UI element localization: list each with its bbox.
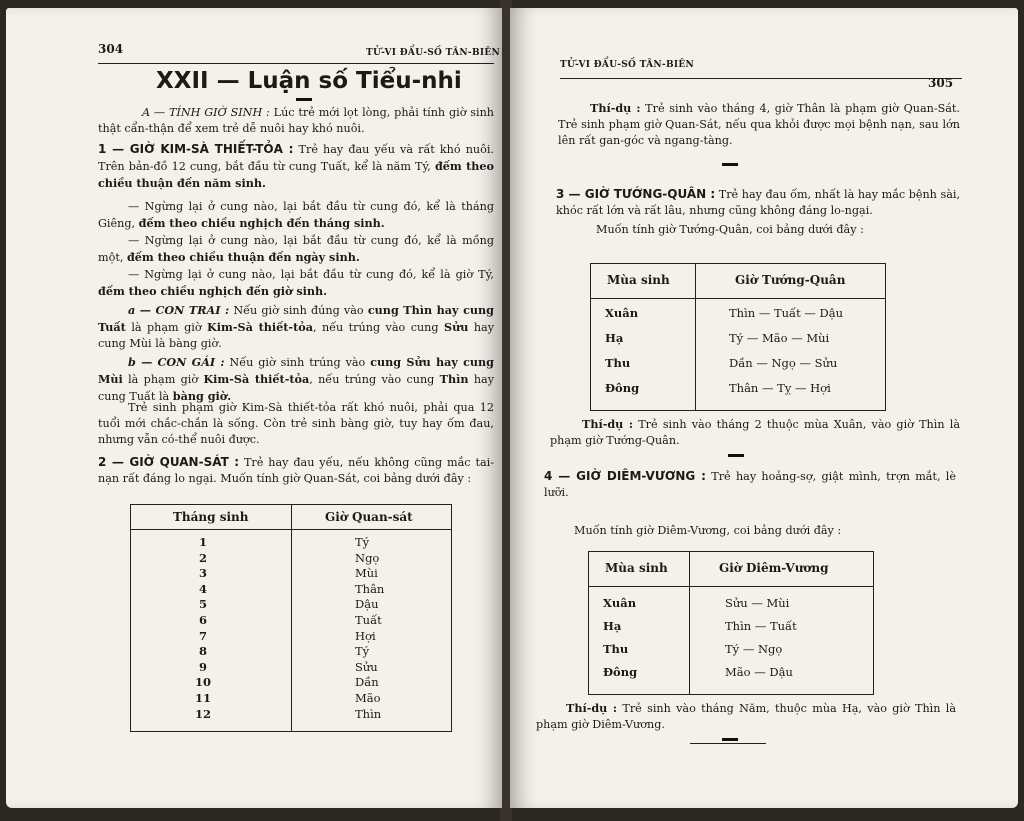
- table-cell-hour: Thân: [355, 581, 385, 596]
- table-cell-season: Xuân: [603, 596, 637, 610]
- table-cell-month: 9: [198, 659, 207, 674]
- section-3-paragraph: [556, 186, 960, 219]
- boy-text-2: là phạm giờ: [131, 321, 202, 334]
- paragraph-month-text: — Ngừng lại ở cung nào, lại bắt đầu từ cung đó, kể là tháng Giêng,: [98, 200, 494, 230]
- section-3-heading: 3 — GIỜ TƯỚNG-QUÂN :: [556, 187, 716, 201]
- table-cell-season: Đông: [605, 381, 640, 395]
- table-divider: [291, 505, 292, 731]
- girl-text-3: , nếu trúng vào cung: [309, 373, 435, 386]
- table-cell-season: Đông: [603, 665, 638, 679]
- table-cell-hour: Mão: [355, 691, 381, 705]
- paragraph-month-bold: đếm theo chiều nghịch đến tháng sinh.: [138, 216, 385, 230]
- section-2-heading: 2 — GIỜ QUAN-SÁT :: [98, 455, 240, 469]
- table-divider: [689, 552, 690, 694]
- paragraph-day: [98, 233, 494, 266]
- col-hour-header: Giờ Diêm-Vương: [719, 561, 829, 575]
- table-cell-month: 12: [194, 706, 211, 721]
- girl-bold-2: Kim-Sà thiết-tỏa: [203, 372, 310, 386]
- page-number: 305: [928, 76, 954, 90]
- table-cell-hour: Sửu: [355, 659, 378, 674]
- paragraph-girl: [98, 354, 494, 405]
- table-cell-hours: Tý — Ngọ: [725, 642, 783, 656]
- section-mark: [722, 738, 738, 741]
- table-cell-season: Xuân: [605, 306, 639, 320]
- table-cell-hour: Dần: [355, 675, 379, 690]
- table-cell-month: 2: [198, 550, 207, 565]
- table-cell-hour: Thìn: [355, 706, 382, 721]
- example-4-label: Thí-dụ :: [566, 701, 618, 715]
- col-month-header: Tháng sinh: [173, 510, 249, 524]
- paragraph-survival: Trẻ sinh phạm giờ Kim-Sà thiết-tỏa rất khó nuôi, phải qua 12 tuổi mới chắc-chắn là sống. Còn trẻ sinh bàng giờ, tuy hay ốm đau, nhưng vẫn có-thể nuôi được.: [98, 401, 494, 446]
- table-cell-hours: Thìn — Tuất: [725, 619, 797, 633]
- table-header-rule: [131, 529, 451, 530]
- boy-text-4: hay cung Mùi là bàng giờ.: [98, 321, 495, 350]
- table-cell-month: 3: [198, 566, 207, 581]
- section-a-heading: A — TÍNH GIỜ SINH :: [142, 106, 270, 119]
- table-cell-season: Thu: [605, 356, 631, 370]
- table-cell-month: 4: [198, 581, 207, 596]
- title-mark: [296, 98, 312, 101]
- table-cell-hour: Tý: [355, 644, 370, 659]
- girl-text-2: là phạm giờ: [128, 373, 199, 386]
- paragraph-hour: [98, 267, 494, 300]
- running-header: TỬ-VI ĐẨU-SỐ TÂN-BIÊN: [366, 48, 501, 58]
- example-1: [558, 100, 960, 149]
- table-cell-season: Hạ: [603, 619, 622, 633]
- table-header-rule: [589, 586, 873, 587]
- tuong-quan-table: [590, 263, 886, 411]
- section-1-paragraph: [98, 141, 494, 192]
- left-page: [6, 8, 502, 808]
- table-cell-month: 10: [194, 675, 211, 690]
- section-4-heading: 4 — GIỜ DIÊM-VƯƠNG :: [544, 469, 706, 483]
- table-cell-month: 11: [194, 691, 211, 705]
- diem-vuong-table: [588, 551, 874, 695]
- table-cell-hour: Hợi: [355, 628, 376, 643]
- section-mark: [728, 454, 744, 457]
- girl-bold-1: cung Sửu hay cung Mùi: [98, 355, 495, 386]
- table-cell-hours: Thìn — Tuất — Dậu: [729, 306, 844, 320]
- page-number: 304: [98, 42, 124, 56]
- boy-bold-2: Kim-Sà thiết-tỏa: [207, 320, 313, 334]
- section-mark: [722, 163, 738, 166]
- boy-bold-3: Sửu: [444, 320, 469, 334]
- table-cell-hours: Dần — Ngọ — Sửu: [729, 356, 838, 370]
- boy-text-1: Nếu giờ sinh đúng vào: [233, 304, 364, 317]
- table-cell-season: Thu: [603, 642, 629, 656]
- example-4: [536, 700, 956, 733]
- running-header: TỬ-VI ĐẨU-SỐ TÂN-BIÊN: [560, 60, 695, 70]
- table-cell-month: 8: [198, 644, 207, 659]
- table-header-rule: [591, 298, 885, 299]
- girl-bold-3: Thìn: [439, 372, 469, 386]
- section-1-text: Trẻ hay đau yếu và rất khó nuôi. Trên bản-đồ 12 cung, bắt đầu từ cung Tuất, kể là năm Tý,: [98, 143, 495, 173]
- section-4-text: Trẻ hay hoảng-sợ, giật mình, trợn mắt, lè lưỡi.: [544, 470, 957, 499]
- table-cell-hours: Mão — Dậu: [725, 665, 793, 679]
- section-4-intro: Muốn tính giờ Diêm-Vương, coi bảng dưới đây :: [574, 524, 842, 537]
- paragraph-month: [98, 199, 494, 232]
- girl-label: b — CON GÁI :: [128, 355, 225, 369]
- col-hour-header: Giờ Tướng-Quân: [735, 273, 846, 287]
- section-1-bold: đếm theo chiều thuận đến năm sinh.: [98, 159, 495, 190]
- table-cell-hours: Sửu — Mùi: [725, 596, 790, 610]
- header-rule: [560, 78, 962, 79]
- girl-bold-4: bàng giờ.: [172, 389, 232, 403]
- boy-bold-1: cung Thìn hay cung Tuất: [98, 303, 494, 334]
- paragraph-hour-bold: đếm theo chiều nghịch đến giờ sinh.: [98, 284, 328, 298]
- example-1-text: Trẻ sinh vào tháng 4, giờ Thân là phạm giờ Quan-Sát. Trẻ sinh phạm giờ Quan-Sát, nếu qua khỏi được mọi bệnh nạn, sau lớn lên rất gan-góc và ngang-tàng.: [558, 102, 960, 147]
- header-rule: [98, 63, 494, 64]
- table-divider: [695, 264, 696, 410]
- table-cell-hours: Thân — Tỵ — Hợi: [729, 381, 831, 395]
- example-4-text: Trẻ sinh vào tháng Năm, thuộc mùa Hạ, vào giờ Thìn là phạm giờ Diêm-Vương.: [536, 702, 956, 731]
- paragraph-boy: [98, 302, 494, 352]
- table-cell-hour: Ngọ: [355, 550, 380, 565]
- table-cell-month: 1: [198, 535, 207, 549]
- paragraph-day-text: — Ngừng lại ở cung nào, lại bắt đầu từ cung đó, kể là mồng một,: [98, 234, 494, 264]
- chapter-title: XXII — Luận số Tiểu-nhi: [156, 68, 462, 94]
- section-2-paragraph: [98, 454, 494, 487]
- table-cell-season: Hạ: [605, 331, 624, 345]
- table-cell-month: 7: [198, 628, 207, 643]
- example-3: [550, 416, 960, 449]
- section-a-paragraph: [98, 105, 494, 137]
- section-2-text: Trẻ hay đau yếu, nếu không cũng mắc tai-nạn rất đáng lo ngại. Muốn tính giờ Quan-Sát, coi bảng dưới đây :: [98, 456, 494, 485]
- example-3-label: Thí-dụ :: [582, 417, 633, 431]
- table-cell-month: 5: [198, 597, 207, 612]
- paragraph-hour-text: — Ngừng lại ở cung nào, lại bắt đầu từ cung đó, kể là giờ Tý,: [128, 268, 494, 281]
- right-page: [510, 8, 1018, 808]
- boy-label: a — CON TRAI :: [128, 303, 230, 317]
- example-1-label: Thí-dụ :: [590, 101, 641, 115]
- col-season-header: Mùa sinh: [607, 273, 670, 287]
- table-cell-hour: Tuất: [355, 613, 382, 627]
- table-cell-hour: Mùi: [355, 566, 378, 581]
- table-cell-hour: Tý: [355, 535, 370, 549]
- section-4-paragraph: [544, 468, 956, 501]
- girl-text-1: Nếu giờ sinh trúng vào: [229, 356, 366, 369]
- paragraph-day-bold: đếm theo chiều thuận đến ngày sinh.: [126, 250, 360, 264]
- quan-sat-table: [130, 504, 452, 732]
- table-cell-month: 6: [198, 613, 207, 627]
- section-3-text: Trẻ hay đau ốm, nhất là hay mắc bệnh sài, khóc rất lớn và rất lâu, nhưng cũng không đáng lo-ngại.: [556, 188, 960, 217]
- section-a-text: Lúc trẻ mới lọt lòng, phải tính giờ sinh thật cẩn-thận để xem trẻ dễ nuôi hay khó nuôi.: [98, 106, 494, 135]
- col-season-header: Mùa sinh: [605, 561, 668, 575]
- table-cell-hour: Dậu: [355, 597, 379, 612]
- boy-text-3: , nếu trúng vào cung: [312, 321, 439, 334]
- example-3-text: Trẻ sinh vào tháng 2 thuộc mùa Xuân, vào giờ Thìn là phạm giờ Tướng-Quân.: [550, 418, 960, 447]
- col-hour-header: Giờ Quan-sát: [325, 510, 413, 524]
- section-1-heading: 1 — GIỜ KIM-SÀ THIẾT-TỎA :: [98, 142, 294, 156]
- section-3-intro: Muốn tính giờ Tướng-Quân, coi bảng dưới đây :: [596, 223, 864, 236]
- end-rule: [690, 743, 766, 744]
- girl-text-4: hay cung Tuất là: [98, 373, 495, 403]
- table-cell-hours: Tý — Mão — Mùi: [729, 331, 830, 345]
